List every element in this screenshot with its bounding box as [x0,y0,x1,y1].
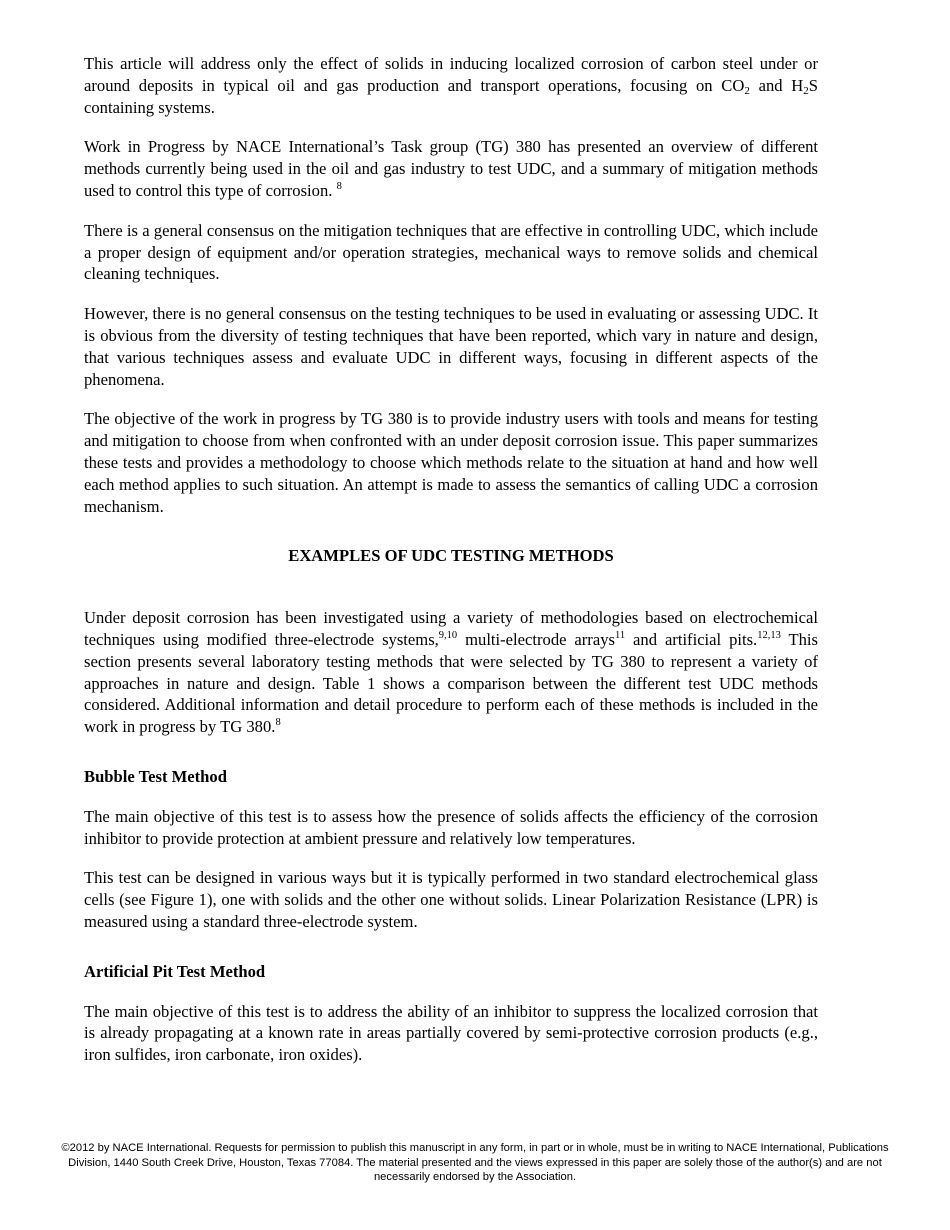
copyright-footer: ©2012 by NACE International. Requests for permission to publish this manuscript in any form, in part or in whole, must be in writing to NACE International, Publications Division, 1440 South Creek Drive, Houston, Texas 77084. The material presented and the views expressed in this paper are solely those of the author(s) and are not necessarily endorsed by the Association. [61,1142,889,1183]
subsection-heading-artificial-pit: Artificial Pit Test Method [84,961,266,981]
citation-ref: 11 [614,629,626,641]
paragraph-bubble-objective: The main objective of this test is to assess how the presence of solids affects the efficiency of the corrosion inhibitor to provide protection at ambient pressure and relatively low temperatures. [84,806,818,848]
paragraph-tg380-overview: Work in Progress by NACE International’s Task group (TG) 380 has presented an overview of different methods currently being used in the oil and gas industry to test UDC, and a summary of mitigation methods used to control this type of corrosion. $^8$ [84,137,818,200]
citation-ref: 12,13 [757,629,781,641]
paragraph-mitigation-consensus: There is a general consensus on the mitigation techniques that are effective in controlling UDC, which include a proper design of equipment and/or operation strategies, mechanical ways to remove solids and chemical cleaning techniques. [84,220,818,284]
paragraph-objective: The objective of the work in progress by TG 380 is to provide industry users with tools and means for testing and mitigation to choose from when confronted with an under deposit corrosion issue. This paper summarizes these tests and provides a methodology to choose which methods relate to the situation at hand and how well each method applies to such situation. An attempt is made to assess the semantics of calling UDC a corrosion mechanism. [84,409,818,516]
paragraph-testing-consensus: However, there is no general consensus on the testing techniques to be used in evaluating or assessing UDC. It is obvious from the diversity of testing techniques that have been reported, which vary in nature and design, that various techniques assess and evaluate UDC in different ways, focusing in different aspects of the phenomena. [84,304,818,389]
citation-ref: 9,10 [438,629,458,641]
article-body [84,53,818,1066]
subsection-heading-bubble-test: Bubble Test Method [84,766,227,786]
paragraph-udc-methods: Under deposit corrosion has been investigated using a variety of methodologies based on electrochemical techniques using modified three-electrode systems,$^{9,10}$ multi-electrode arrays$^{11}$ and artificial pits.$^{12,13}$ This section presents several laboratory testing methods that were selected by TG 380 to represent a variety of approaches in nature and design. Table 1 shows a comparison between the different test UDC methods considered. Additional information and detail procedure to perform each of these methods is included in the work in progress by TG 380.$^8$ [84,608,818,737]
section-heading: EXAMPLES OF UDC TESTING METHODS [288,546,614,566]
citation-ref: 8 [336,180,342,192]
citation-ref: 8 [275,717,281,729]
paragraph-scope: This article will address only the effect of solids in inducing localized corrosion of carbon steel under or around deposits in typical oil and gas production and transport operations, focusing on $CO_2$ and $H_2S$ containing systems. [84,54,818,117]
paragraph-pit-objective: The main objective of this test is to address the ability of an inhibitor to suppress the localized corrosion that is already propagating at a known rate in areas partially covered by semi-protective corrosion products (e.g., iron sulfides, iron carbonate, iron oxides). [84,1001,818,1065]
paragraph-bubble-design: This test can be designed in various ways but it is typically performed in two standard electrochemical glass cells (see Figure 1), one with solids and the other one without solids. Linear Polarization Resistance (LPR) is measured using a standard three-electrode system. [84,868,818,931]
